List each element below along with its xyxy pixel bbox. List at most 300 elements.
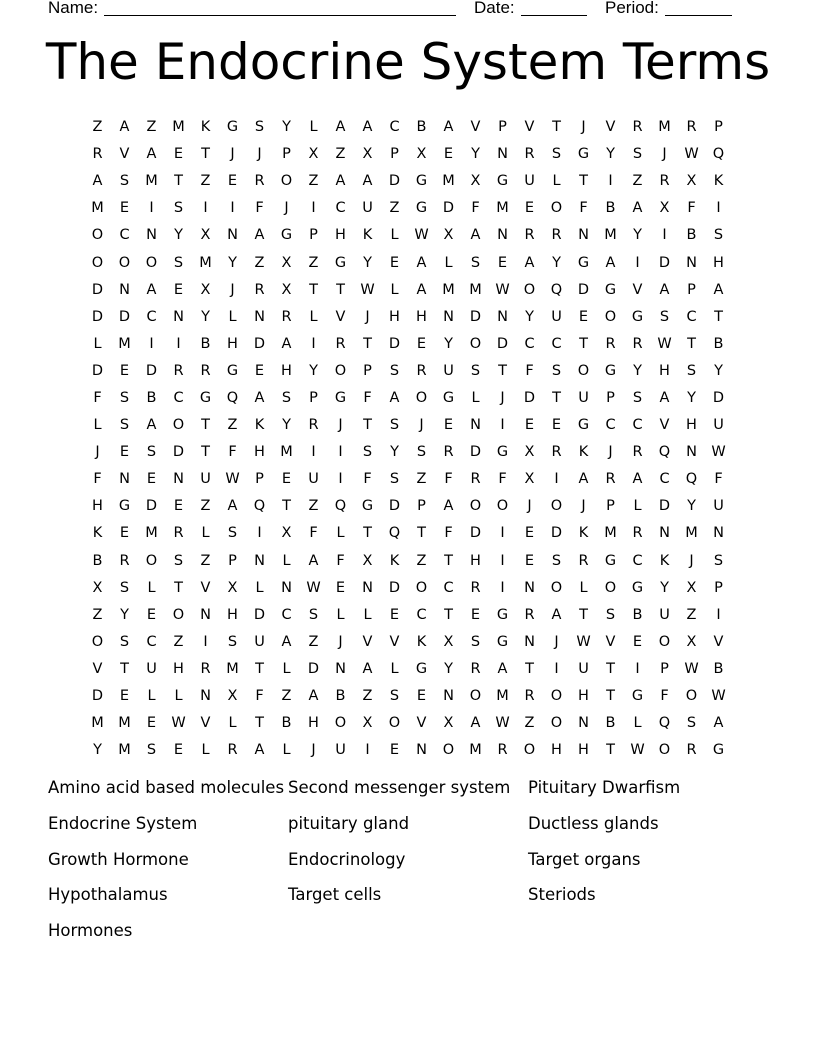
grid-letter[interactable]: F (93, 389, 102, 406)
grid-letter[interactable]: T (444, 552, 453, 569)
grid-letter[interactable]: H (659, 362, 670, 379)
grid-letter[interactable]: S (119, 633, 130, 650)
grid-letter[interactable]: Z (254, 254, 265, 271)
grid-letter[interactable]: T (579, 335, 588, 352)
grid-letter[interactable]: F (471, 200, 480, 217)
grid-letter[interactable]: J (689, 552, 694, 569)
grid-letter[interactable]: K (254, 417, 265, 434)
grid-letter[interactable]: O (334, 362, 347, 379)
grid-letter[interactable]: O (172, 606, 185, 623)
grid-letter[interactable]: O (415, 579, 428, 596)
grid-letter[interactable]: H (416, 308, 427, 325)
grid-letter[interactable]: Y (687, 389, 696, 406)
grid-letter[interactable]: D (253, 335, 266, 352)
grid-letter[interactable]: B (335, 688, 346, 705)
grid-letter[interactable]: G (604, 552, 617, 569)
grid-letter[interactable]: L (309, 308, 318, 325)
grid-letter[interactable]: F (255, 200, 264, 217)
grid-letter[interactable]: Y (525, 308, 534, 325)
grid-letter[interactable]: E (281, 471, 292, 488)
grid-letter[interactable]: O (145, 254, 158, 271)
grid-letter[interactable]: J (662, 146, 667, 163)
grid-letter[interactable]: E (173, 281, 184, 298)
grid-letter[interactable]: S (551, 362, 562, 379)
grid-letter[interactable]: M (604, 525, 617, 542)
grid-letter[interactable]: A (362, 173, 373, 190)
grid-letter[interactable]: M (145, 173, 158, 190)
grid-letter[interactable]: R (227, 742, 238, 759)
grid-letter[interactable]: M (172, 119, 185, 136)
grid-letter[interactable]: Z (389, 200, 400, 217)
grid-letter[interactable]: O (523, 742, 536, 759)
grid-letter[interactable]: N (227, 227, 238, 244)
grid-letter[interactable]: R (335, 335, 346, 352)
grid-letter[interactable]: H (389, 308, 400, 325)
grid-letter[interactable]: N (443, 688, 454, 705)
grid-letter[interactable]: S (713, 227, 724, 244)
grid-letter[interactable]: T (336, 281, 345, 298)
grid-letter[interactable]: H (227, 606, 238, 623)
grid-letter[interactable]: D (307, 660, 320, 677)
grid-letter[interactable]: R (92, 146, 103, 163)
grid-letter[interactable]: G (577, 417, 590, 434)
grid-letter[interactable]: G (496, 173, 509, 190)
grid-letter[interactable]: R (173, 525, 184, 542)
grid-letter[interactable]: A (416, 254, 427, 271)
grid-letter[interactable]: I (635, 660, 640, 677)
grid-letter[interactable]: O (91, 633, 104, 650)
grid-letter[interactable]: M (496, 688, 509, 705)
grid-letter[interactable]: O (577, 362, 590, 379)
grid-letter[interactable]: G (415, 173, 428, 190)
grid-letter[interactable]: C (659, 471, 670, 488)
grid-letter[interactable]: J (95, 444, 100, 461)
grid-letter[interactable]: L (201, 742, 210, 759)
grid-letter[interactable]: P (282, 146, 291, 163)
grid-letter[interactable]: H (686, 417, 697, 434)
grid-letter[interactable]: R (200, 362, 211, 379)
grid-letter[interactable]: Q (253, 498, 266, 515)
grid-letter[interactable]: O (91, 254, 104, 271)
grid-letter[interactable]: A (254, 389, 265, 406)
grid-letter[interactable]: Z (308, 173, 319, 190)
grid-letter[interactable]: O (91, 227, 104, 244)
grid-letter[interactable]: J (230, 281, 235, 298)
grid-letter[interactable]: R (254, 281, 265, 298)
grid-letter[interactable]: N (578, 715, 589, 732)
grid-letter[interactable]: E (146, 606, 157, 623)
grid-letter[interactable]: S (470, 254, 481, 271)
grid-letter[interactable]: C (335, 200, 346, 217)
grid-letter[interactable]: O (469, 498, 482, 515)
grid-letter[interactable]: I (149, 200, 154, 217)
grid-letter[interactable]: A (578, 471, 589, 488)
grid-letter[interactable]: D (253, 606, 266, 623)
grid-letter[interactable]: A (632, 471, 643, 488)
grid-letter[interactable]: K (389, 552, 400, 569)
grid-letter[interactable]: T (255, 715, 264, 732)
grid-letter[interactable]: Q (685, 471, 698, 488)
grid-letter[interactable]: S (416, 444, 427, 461)
grid-letter[interactable]: Z (335, 146, 346, 163)
grid-letter[interactable]: G (496, 444, 509, 461)
grid-letter[interactable]: X (443, 633, 454, 650)
grid-letter[interactable]: Y (714, 362, 723, 379)
grid-letter[interactable]: R (119, 552, 130, 569)
grid-letter[interactable]: S (470, 362, 481, 379)
grid-letter[interactable]: X (200, 227, 211, 244)
grid-letter[interactable]: E (119, 200, 130, 217)
grid-letter[interactable]: P (498, 119, 507, 136)
grid-letter[interactable]: N (254, 308, 265, 325)
grid-letter[interactable]: E (173, 146, 184, 163)
grid-letter[interactable]: T (552, 389, 561, 406)
grid-letter[interactable]: L (147, 688, 156, 705)
grid-letter[interactable]: Z (92, 119, 103, 136)
grid-letter[interactable]: L (93, 417, 102, 434)
grid-letter[interactable]: G (415, 200, 428, 217)
grid-letter[interactable]: R (632, 444, 643, 461)
grid-letter[interactable]: M (145, 525, 158, 542)
grid-letter[interactable]: C (281, 606, 292, 623)
grid-letter[interactable]: A (362, 660, 373, 677)
grid-letter[interactable]: P (390, 146, 399, 163)
grid-letter[interactable]: M (118, 335, 131, 352)
grid-letter[interactable]: Z (308, 254, 319, 271)
grid-letter[interactable]: M (685, 525, 698, 542)
grid-letter[interactable]: A (254, 227, 265, 244)
grid-letter[interactable]: R (686, 119, 697, 136)
grid-letter[interactable]: U (254, 633, 265, 650)
grid-letter[interactable]: Z (200, 498, 211, 515)
grid-letter[interactable]: Y (552, 254, 561, 271)
grid-letter[interactable]: X (281, 254, 292, 271)
grid-letter[interactable]: D (712, 389, 725, 406)
grid-letter[interactable]: A (632, 200, 643, 217)
grid-letter[interactable]: O (388, 715, 401, 732)
grid-letter[interactable]: V (200, 579, 211, 596)
grid-letter[interactable]: D (388, 335, 401, 352)
grid-letter[interactable]: L (201, 525, 210, 542)
grid-letter[interactable]: E (443, 417, 454, 434)
grid-letter[interactable]: K (362, 227, 373, 244)
grid-letter[interactable]: V (200, 715, 211, 732)
grid-letter[interactable]: W (711, 688, 726, 705)
grid-letter[interactable]: D (91, 362, 104, 379)
grid-letter[interactable]: E (524, 200, 535, 217)
grid-letter[interactable]: D (469, 444, 482, 461)
grid-letter[interactable]: G (712, 742, 725, 759)
grid-letter[interactable]: L (390, 660, 399, 677)
grid-letter[interactable]: P (255, 471, 264, 488)
grid-letter[interactable]: X (686, 633, 697, 650)
grid-letter[interactable]: Z (173, 633, 184, 650)
grid-letter[interactable]: O (523, 281, 536, 298)
grid-letter[interactable]: G (334, 254, 347, 271)
grid-letter[interactable]: P (228, 552, 237, 569)
grid-letter[interactable]: B (200, 335, 211, 352)
grid-letter[interactable]: P (687, 281, 696, 298)
grid-letter[interactable]: Z (524, 715, 535, 732)
grid-letter[interactable]: O (415, 389, 428, 406)
grid-letter[interactable]: B (146, 389, 157, 406)
date-blank-line[interactable] (521, 15, 587, 16)
grid-letter[interactable]: I (311, 335, 316, 352)
grid-letter[interactable]: E (551, 417, 562, 434)
grid-letter[interactable]: N (497, 227, 508, 244)
grid-letter[interactable]: O (604, 579, 617, 596)
grid-letter[interactable]: S (551, 146, 562, 163)
grid-letter[interactable]: A (308, 552, 319, 569)
grid-letter[interactable]: N (416, 742, 427, 759)
grid-letter[interactable]: R (470, 660, 481, 677)
grid-letter[interactable]: H (551, 742, 562, 759)
grid-letter[interactable]: M (442, 281, 455, 298)
grid-letter[interactable]: D (91, 281, 104, 298)
grid-letter[interactable]: Q (226, 389, 239, 406)
grid-letter[interactable]: U (308, 471, 319, 488)
grid-letter[interactable]: A (416, 281, 427, 298)
grid-letter[interactable]: V (119, 146, 130, 163)
grid-letter[interactable]: R (686, 742, 697, 759)
grid-letter[interactable]: B (605, 200, 616, 217)
grid-letter[interactable]: Z (308, 633, 319, 650)
grid-letter[interactable]: G (577, 254, 590, 271)
grid-letter[interactable]: E (146, 471, 157, 488)
grid-letter[interactable]: A (659, 281, 670, 298)
grid-letter[interactable]: R (497, 742, 508, 759)
grid-letter[interactable]: M (118, 715, 131, 732)
grid-letter[interactable]: P (714, 579, 723, 596)
grid-letter[interactable]: S (632, 146, 643, 163)
grid-letter[interactable]: Z (686, 606, 697, 623)
grid-letter[interactable]: X (92, 579, 103, 596)
grid-letter[interactable]: R (605, 335, 616, 352)
grid-letter[interactable]: N (146, 227, 157, 244)
grid-letter[interactable]: F (228, 444, 237, 461)
grid-letter[interactable]: S (308, 606, 319, 623)
grid-letter[interactable]: I (716, 200, 721, 217)
grid-letter[interactable]: A (443, 119, 454, 136)
grid-letter[interactable]: W (684, 660, 699, 677)
grid-letter[interactable]: R (605, 471, 616, 488)
grid-letter[interactable]: Y (687, 498, 696, 515)
grid-letter[interactable]: A (713, 715, 724, 732)
grid-letter[interactable]: G (334, 389, 347, 406)
grid-letter[interactable]: S (281, 389, 292, 406)
grid-letter[interactable]: L (174, 688, 183, 705)
grid-letter[interactable]: L (390, 281, 399, 298)
grid-letter[interactable]: E (335, 579, 346, 596)
grid-letter[interactable]: F (309, 525, 318, 542)
grid-letter[interactable]: T (201, 444, 210, 461)
grid-letter[interactable]: G (631, 688, 644, 705)
grid-letter[interactable]: T (363, 525, 372, 542)
grid-letter[interactable]: L (228, 308, 237, 325)
grid-letter[interactable]: A (146, 146, 157, 163)
grid-letter[interactable]: H (578, 688, 589, 705)
grid-letter[interactable]: K (713, 173, 724, 190)
grid-letter[interactable]: S (146, 742, 157, 759)
grid-letter[interactable]: D (469, 525, 482, 542)
grid-letter[interactable]: J (500, 389, 505, 406)
grid-letter[interactable]: F (255, 688, 264, 705)
grid-letter[interactable]: N (173, 308, 184, 325)
grid-letter[interactable]: G (496, 606, 509, 623)
grid-letter[interactable]: T (201, 146, 210, 163)
grid-letter[interactable]: Z (200, 173, 211, 190)
grid-letter[interactable]: L (282, 742, 291, 759)
grid-letter[interactable]: P (363, 362, 372, 379)
grid-letter[interactable]: C (605, 417, 616, 434)
grid-letter[interactable]: M (604, 227, 617, 244)
grid-letter[interactable]: C (146, 633, 157, 650)
grid-letter[interactable]: I (608, 173, 613, 190)
grid-letter[interactable]: O (550, 498, 563, 515)
grid-letter[interactable]: Q (712, 146, 725, 163)
grid-letter[interactable]: L (633, 498, 642, 515)
grid-letter[interactable]: M (658, 119, 671, 136)
grid-letter[interactable]: I (203, 200, 208, 217)
grid-letter[interactable]: E (524, 525, 535, 542)
grid-letter[interactable]: P (660, 660, 669, 677)
grid-letter[interactable]: O (118, 254, 131, 271)
grid-letter[interactable]: R (281, 308, 292, 325)
grid-letter[interactable]: E (119, 525, 130, 542)
grid-letter[interactable]: J (257, 146, 262, 163)
grid-letter[interactable]: I (554, 660, 559, 677)
grid-letter[interactable]: S (470, 633, 481, 650)
grid-letter[interactable]: U (335, 742, 346, 759)
grid-letter[interactable]: N (335, 660, 346, 677)
grid-letter[interactable]: L (363, 606, 372, 623)
grid-letter[interactable]: M (199, 254, 212, 271)
grid-letter[interactable]: A (119, 119, 130, 136)
grid-letter[interactable]: A (497, 660, 508, 677)
grid-letter[interactable]: D (388, 579, 401, 596)
grid-letter[interactable]: L (255, 579, 264, 596)
grid-letter[interactable]: I (716, 606, 721, 623)
grid-letter[interactable]: T (606, 660, 615, 677)
grid-letter[interactable]: M (91, 200, 104, 217)
grid-letter[interactable]: C (173, 389, 184, 406)
grid-letter[interactable]: D (388, 173, 401, 190)
grid-letter[interactable]: Q (334, 498, 347, 515)
grid-letter[interactable]: S (227, 633, 238, 650)
grid-letter[interactable]: O (604, 308, 617, 325)
grid-letter[interactable]: I (257, 525, 262, 542)
grid-letter[interactable]: N (686, 254, 697, 271)
grid-letter[interactable]: C (632, 417, 643, 434)
grid-letter[interactable]: C (416, 606, 427, 623)
grid-letter[interactable]: M (469, 742, 482, 759)
grid-letter[interactable]: A (254, 742, 265, 759)
grid-letter[interactable]: B (605, 715, 616, 732)
grid-letter[interactable]: Z (362, 688, 373, 705)
grid-letter[interactable]: N (686, 444, 697, 461)
grid-letter[interactable]: G (577, 146, 590, 163)
grid-letter[interactable]: R (524, 146, 535, 163)
grid-letter[interactable]: R (200, 660, 211, 677)
grid-letter[interactable]: G (226, 362, 239, 379)
grid-letter[interactable]: X (281, 281, 292, 298)
grid-letter[interactable]: Y (120, 606, 129, 623)
grid-letter[interactable]: N (497, 308, 508, 325)
grid-letter[interactable]: N (443, 308, 454, 325)
grid-letter[interactable]: E (146, 715, 157, 732)
grid-letter[interactable]: F (498, 471, 507, 488)
grid-letter[interactable]: J (419, 417, 424, 434)
grid-letter[interactable]: G (604, 362, 617, 379)
grid-letter[interactable]: N (119, 471, 130, 488)
grid-letter[interactable]: H (713, 254, 724, 271)
grid-letter[interactable]: R (551, 227, 562, 244)
grid-letter[interactable]: D (496, 335, 509, 352)
grid-letter[interactable]: J (311, 742, 316, 759)
grid-letter[interactable]: F (363, 389, 372, 406)
grid-letter[interactable]: F (444, 525, 453, 542)
grid-letter[interactable]: R (416, 362, 427, 379)
grid-letter[interactable]: X (308, 146, 319, 163)
grid-letter[interactable]: I (365, 742, 370, 759)
grid-letter[interactable]: X (362, 146, 373, 163)
grid-letter[interactable]: S (389, 417, 400, 434)
grid-letter[interactable]: F (714, 471, 723, 488)
grid-letter[interactable]: Z (200, 552, 211, 569)
grid-letter[interactable]: X (227, 688, 238, 705)
grid-letter[interactable]: M (469, 281, 482, 298)
grid-letter[interactable]: A (146, 281, 157, 298)
grid-letter[interactable]: N (200, 606, 211, 623)
grid-letter[interactable]: S (659, 308, 670, 325)
grid-letter[interactable]: X (659, 200, 670, 217)
grid-letter[interactable]: D (577, 281, 590, 298)
grid-letter[interactable]: O (280, 173, 293, 190)
grid-letter[interactable]: I (149, 335, 154, 352)
grid-letter[interactable]: T (498, 362, 507, 379)
grid-letter[interactable]: H (335, 227, 346, 244)
grid-letter[interactable]: P (714, 119, 723, 136)
grid-letter[interactable]: A (389, 389, 400, 406)
grid-letter[interactable]: X (281, 525, 292, 542)
grid-letter[interactable]: J (338, 417, 343, 434)
grid-letter[interactable]: M (442, 173, 455, 190)
grid-letter[interactable]: G (604, 281, 617, 298)
grid-letter[interactable]: A (470, 715, 481, 732)
grid-letter[interactable]: U (659, 606, 670, 623)
grid-letter[interactable]: E (497, 254, 508, 271)
grid-letter[interactable]: A (227, 498, 238, 515)
grid-letter[interactable]: G (631, 308, 644, 325)
grid-letter[interactable]: O (469, 688, 482, 705)
grid-letter[interactable]: Y (444, 660, 453, 677)
grid-letter[interactable]: W (414, 227, 429, 244)
grid-letter[interactable]: Y (660, 579, 669, 596)
grid-letter[interactable]: U (200, 471, 211, 488)
grid-letter[interactable]: S (713, 552, 724, 569)
grid-letter[interactable]: N (497, 146, 508, 163)
grid-letter[interactable]: S (551, 552, 562, 569)
grid-letter[interactable]: S (119, 417, 130, 434)
grid-letter[interactable]: F (336, 552, 345, 569)
grid-letter[interactable]: Y (174, 227, 183, 244)
grid-letter[interactable]: V (335, 308, 346, 325)
grid-letter[interactable]: G (226, 119, 239, 136)
grid-letter[interactable]: T (282, 498, 291, 515)
grid-letter[interactable]: G (442, 389, 455, 406)
grid-letter[interactable]: H (470, 552, 481, 569)
grid-letter[interactable]: I (311, 200, 316, 217)
